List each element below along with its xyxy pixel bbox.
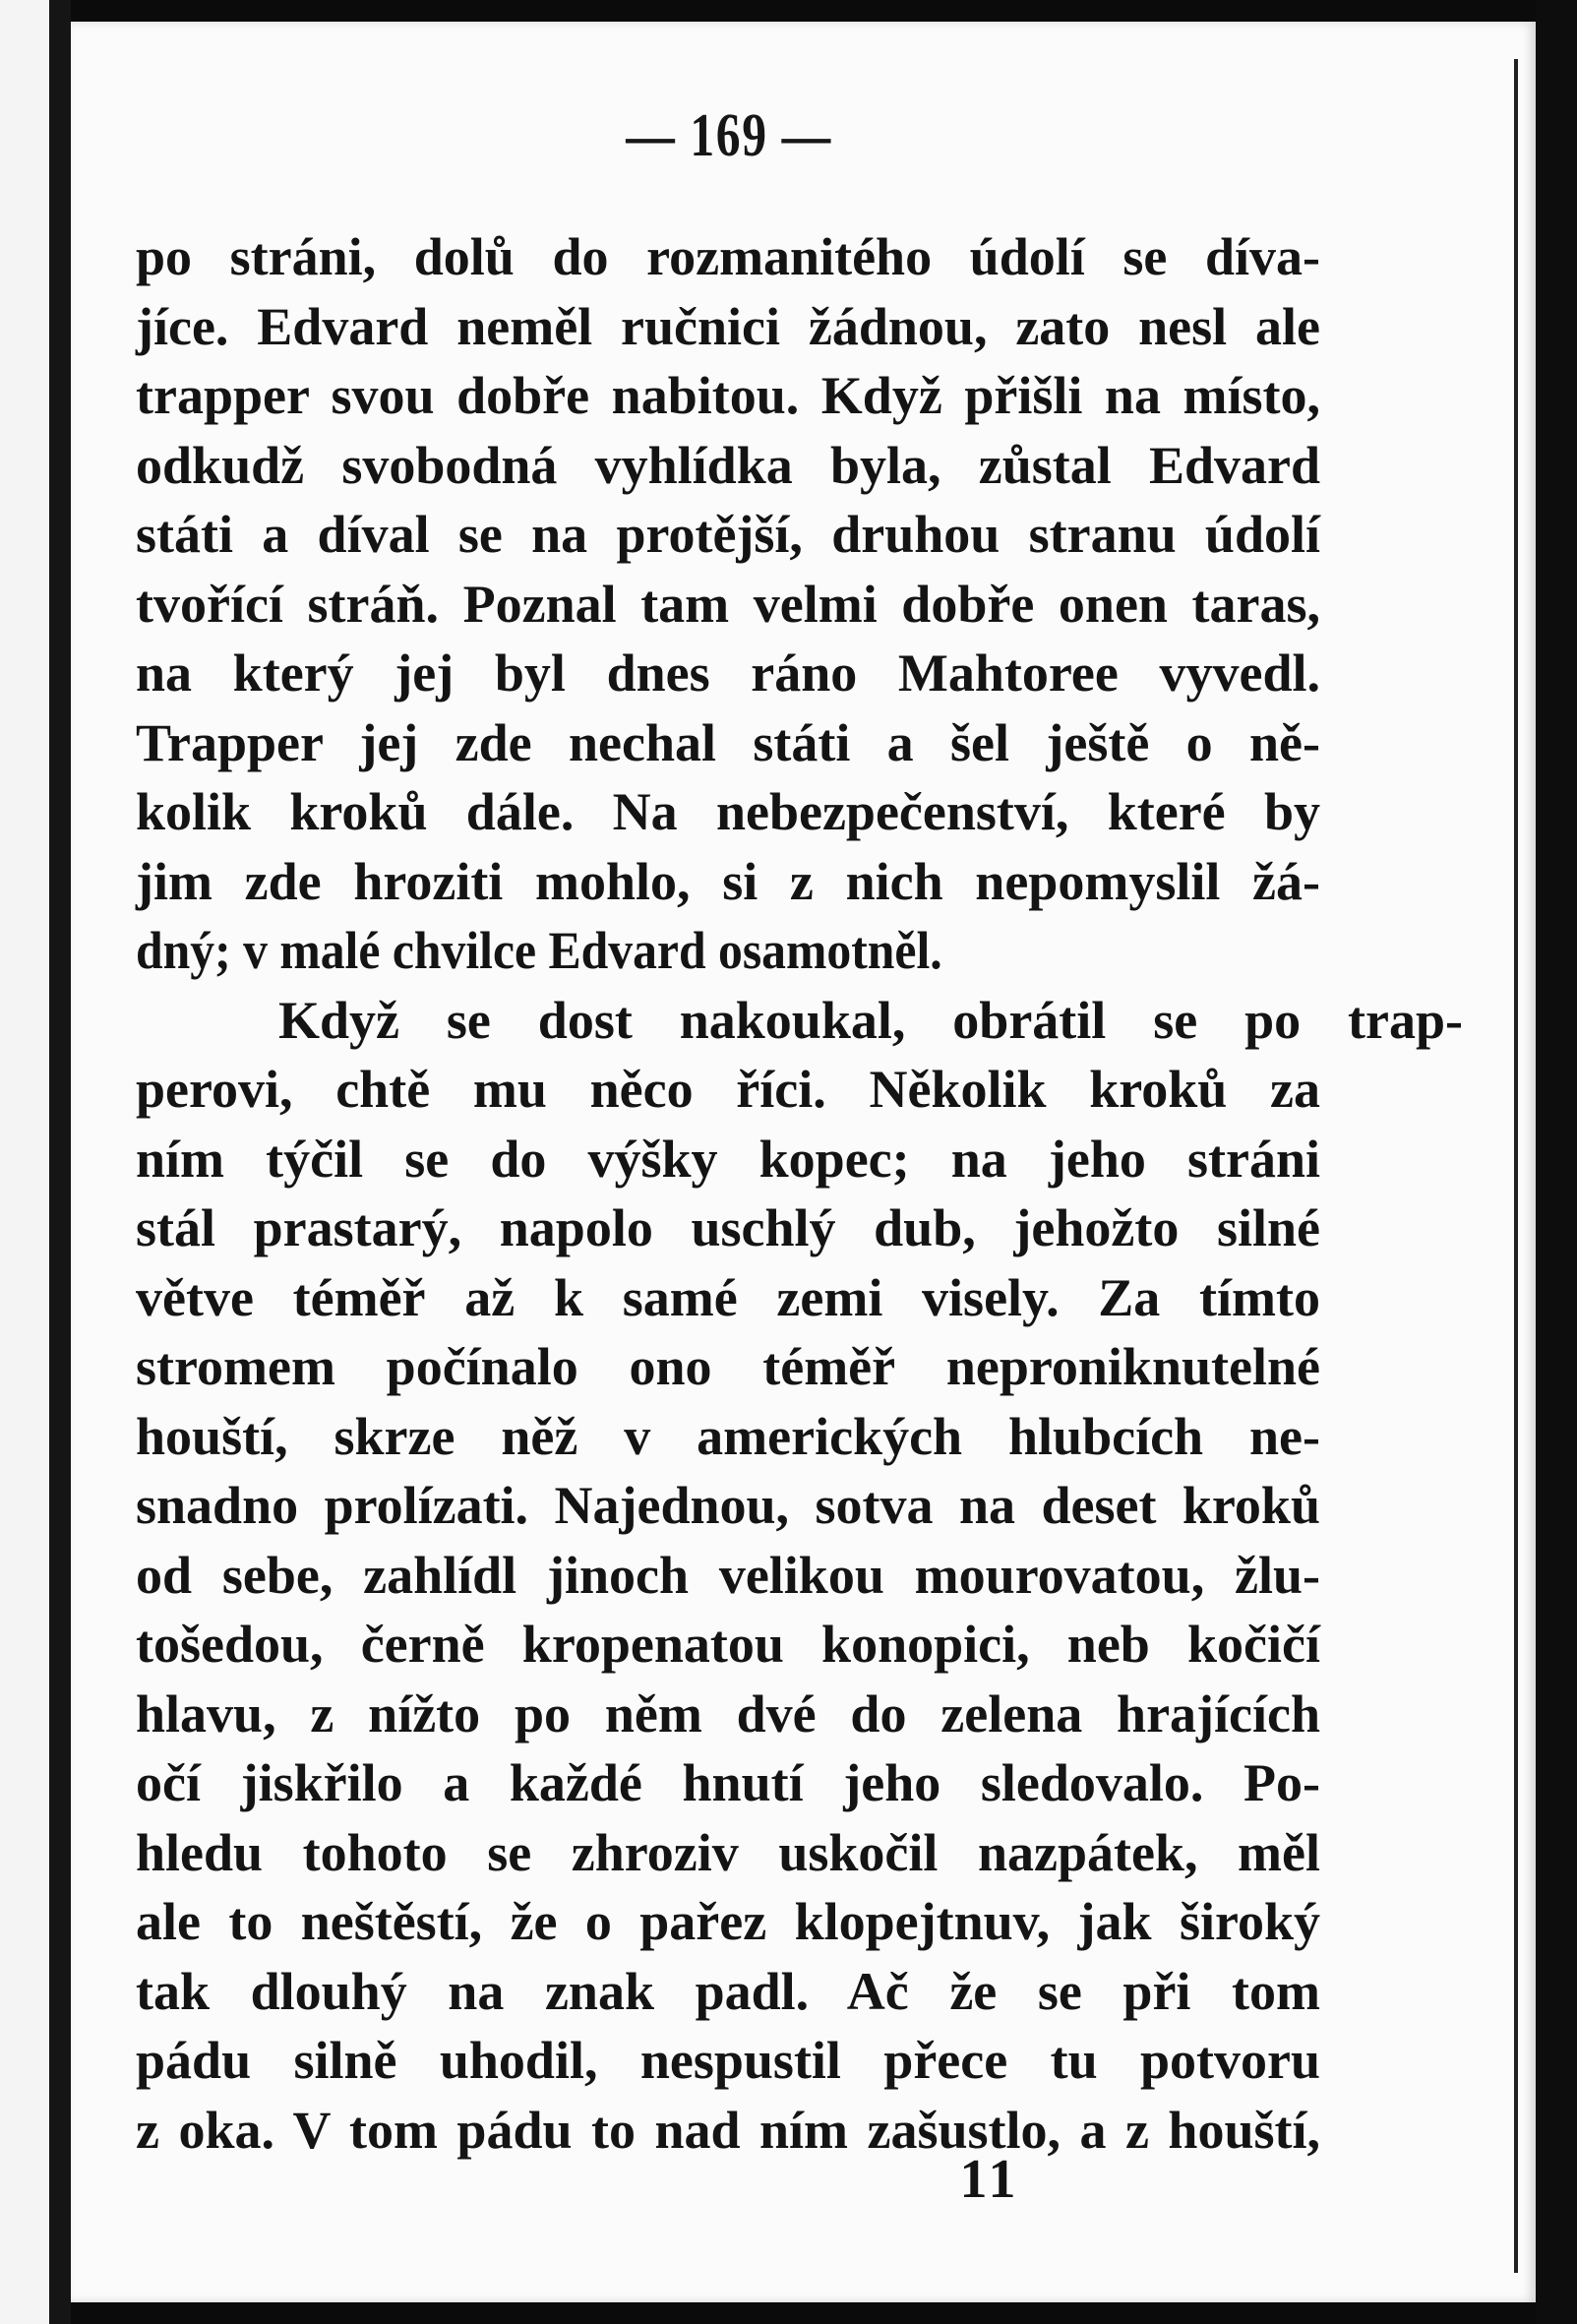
text-line: větve téměř až k samé zemi visely. Za tímto xyxy=(136,1267,1320,1327)
text-line: jíce. Edvard neměl ručnici žádnou, zato nesl ale xyxy=(136,296,1320,356)
text-line: ale to neštěstí, že o pařez klopejtnuv, jak široký xyxy=(136,1892,1320,1951)
gutter-shadow xyxy=(49,0,71,2324)
text-line: ním týčil se do výšky kopec; na jeho stráni xyxy=(136,1129,1320,1189)
text-line: snadno prolízati. Najednou, sotva na deset kroků xyxy=(136,1476,1320,1535)
text-line: tvořící stráň. Poznal tam velmi dobře onen taras, xyxy=(136,574,1320,634)
paragraph-1 xyxy=(136,222,1320,986)
signature-mark: 11 xyxy=(959,2149,1020,2210)
body-text xyxy=(136,222,1463,2165)
text-line: dný; v malé chvilce Edvard osamotněl. xyxy=(136,921,942,980)
page-number: — 169 — xyxy=(626,102,832,169)
text-line: státi a díval se na protější, druhou stranu údolí xyxy=(136,505,1320,564)
text-line: pádu silně uhodil, nespustil přece tu potvoru xyxy=(136,2031,1320,2090)
text-line: očí jiskřilo a každé hnutí jeho sledovalo. Po- xyxy=(136,1753,1320,1812)
text-line: od sebe, zahlídl jinoch velikou mourovatou, žlu- xyxy=(136,1545,1320,1605)
text-line: z oka. V tom pádu to nad ním zašustlo, a z houští, xyxy=(136,2100,1320,2160)
text-line: odkudž svobodná vyhlídka byla, zůstal Edvard xyxy=(136,435,1320,495)
text-line: perovi, chtě mu něco říci. Několik kroků za xyxy=(136,1060,1320,1119)
text-line: stromem počínalo ono téměř neproniknutelné xyxy=(136,1337,1320,1396)
scan-border-right xyxy=(1536,0,1577,2324)
text-line: hledu tohoto se zhroziv uskočil nazpátek, měl xyxy=(136,1822,1320,1882)
text-line: kolik kroků dále. Na nebezpečenství, které by xyxy=(136,782,1320,841)
page-edge-line xyxy=(1514,59,1518,2273)
text-line: tak dlouhý na znak padl. Ač že se při tom xyxy=(136,1961,1320,2021)
text-line: Když se dost nakoukal, obrátil se po trap- xyxy=(278,990,1463,1050)
text-line: hlavu, z nížto po něm dvé do zelena hrajících xyxy=(136,1683,1320,1743)
text-line: Trapper jej zde nechal státi a šel ještě o ně- xyxy=(136,712,1320,772)
facing-page-edge xyxy=(0,0,49,2324)
text-line: tošedou, černě kropenatou konopici, neb kočičí xyxy=(136,1615,1320,1674)
text-line: stál prastarý, napolo uschlý dub, jehožto silné xyxy=(136,1198,1320,1257)
text-line: houští, skrze něž v amerických hlubcích ne- xyxy=(136,1406,1320,1466)
paragraph-2 xyxy=(136,986,1463,2166)
text-line: jim zde hroziti mohlo, si z nich nepomyslil žá- xyxy=(136,851,1320,911)
text-line: po stráni, dolů do rozmanitého údolí se díva- xyxy=(136,227,1320,286)
text-line: trapper svou dobře nabitou. Když přišli na místo, xyxy=(136,366,1320,425)
text-line: na který jej byl dnes ráno Mahtoree vyvedl. xyxy=(136,643,1320,703)
